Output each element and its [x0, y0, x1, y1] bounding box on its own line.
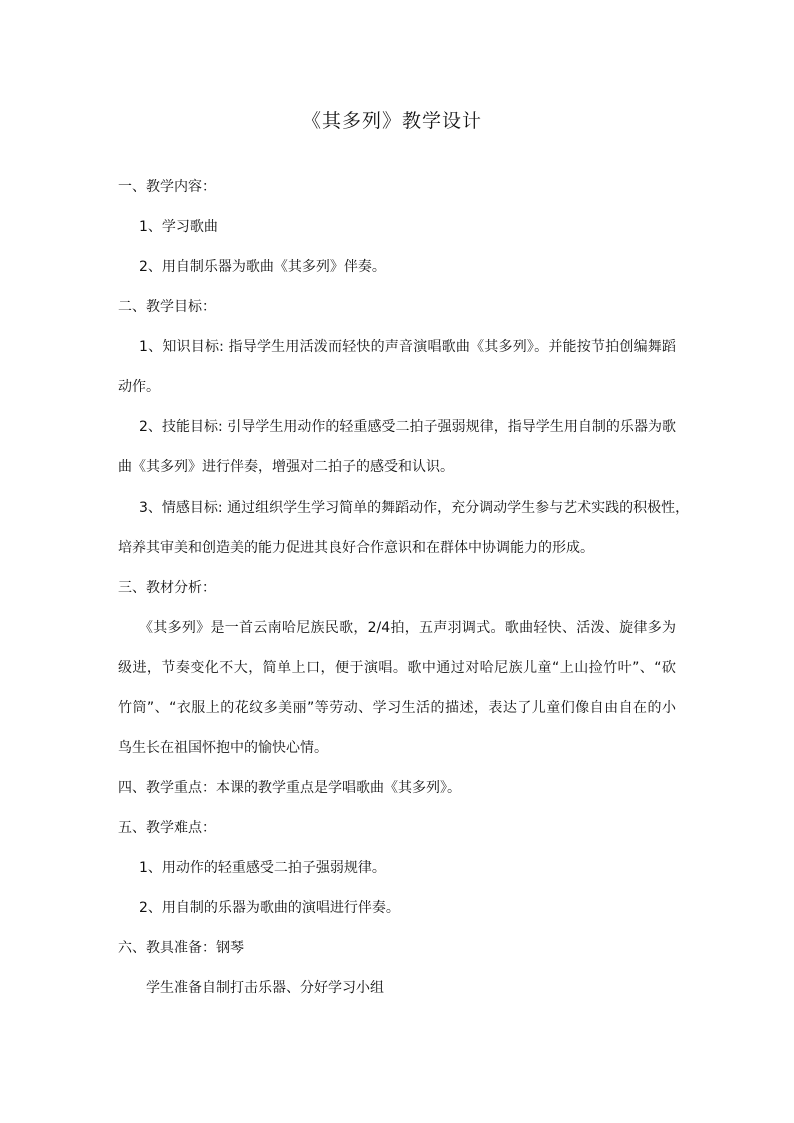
goal-skill-line-1: 2、技能目标: 引导学生用动作的轻重感受二拍子强弱规律，指导学生用自制的乐器为歌 [139, 419, 676, 435]
document-title: 《其多列》教学设计 [301, 110, 482, 132]
section-key-point: 四、教学重点：本课的教学重点是学唱歌曲《其多列》。 [118, 780, 461, 796]
difficulty-item-1: 1、用动作的轻重感受二拍子强弱规律。 [139, 860, 386, 876]
section-heading-tools: 六、教具准备：钢琴 [118, 940, 244, 956]
goal-knowledge-line-1: 1、知识目标: 指导学生用活泼而轻快的声音演唱歌曲《其多列》。并能按节拍创编舞蹈 [139, 339, 676, 355]
section-heading-analysis: 三、教材分析： [118, 580, 216, 596]
goal-knowledge-line-2: 动作。 [118, 379, 160, 395]
difficulty-item-2: 2、用自制的乐器为歌曲的演唱进行伴奏。 [139, 900, 400, 916]
tools-student-prep: 学生准备自制打击乐器、分好学习小组 [146, 980, 384, 996]
section-heading-content: 一、教学内容： [118, 179, 216, 195]
analysis-line-1: 《其多列》是一首云南哈尼族民歌，2/4拍，五声羽调式。歌曲轻快、活泼、旋律多为 [139, 620, 676, 636]
goal-skill-line-2: 曲《其多列》进行伴奏，增强对二拍子的感受和认识。 [118, 459, 454, 475]
section-heading-goals: 二、教学目标： [118, 299, 216, 315]
analysis-line-3: 竹筒”、“衣服上的花纹多美丽”等劳动、学习生活的描述，表达了儿童们像自由自在的小 [118, 700, 676, 716]
goal-emotion-line-1: 3、情感目标: 通过组织学生学习简单的舞蹈动作，充分调动学生参与艺术实践的积极性， [139, 500, 690, 516]
content-item-2: 2、用自制乐器为歌曲《其多列》伴奏。 [139, 259, 386, 275]
goal-emotion-line-2: 培养其审美和创造美的能力促进其良好合作意识和在群体中协调能力的形成。 [118, 540, 594, 556]
analysis-line-2: 级进，节奏变化不大，简单上口，便于演唱。歌中通过对哈尼族儿童“上山捡竹叶”、“砍 [118, 660, 676, 676]
content-item-1: 1、学习歌曲 [139, 219, 218, 235]
analysis-line-4: 鸟生长在祖国怀抱中的愉快心情。 [118, 740, 328, 756]
section-heading-difficulty: 五、教学难点： [118, 820, 216, 836]
